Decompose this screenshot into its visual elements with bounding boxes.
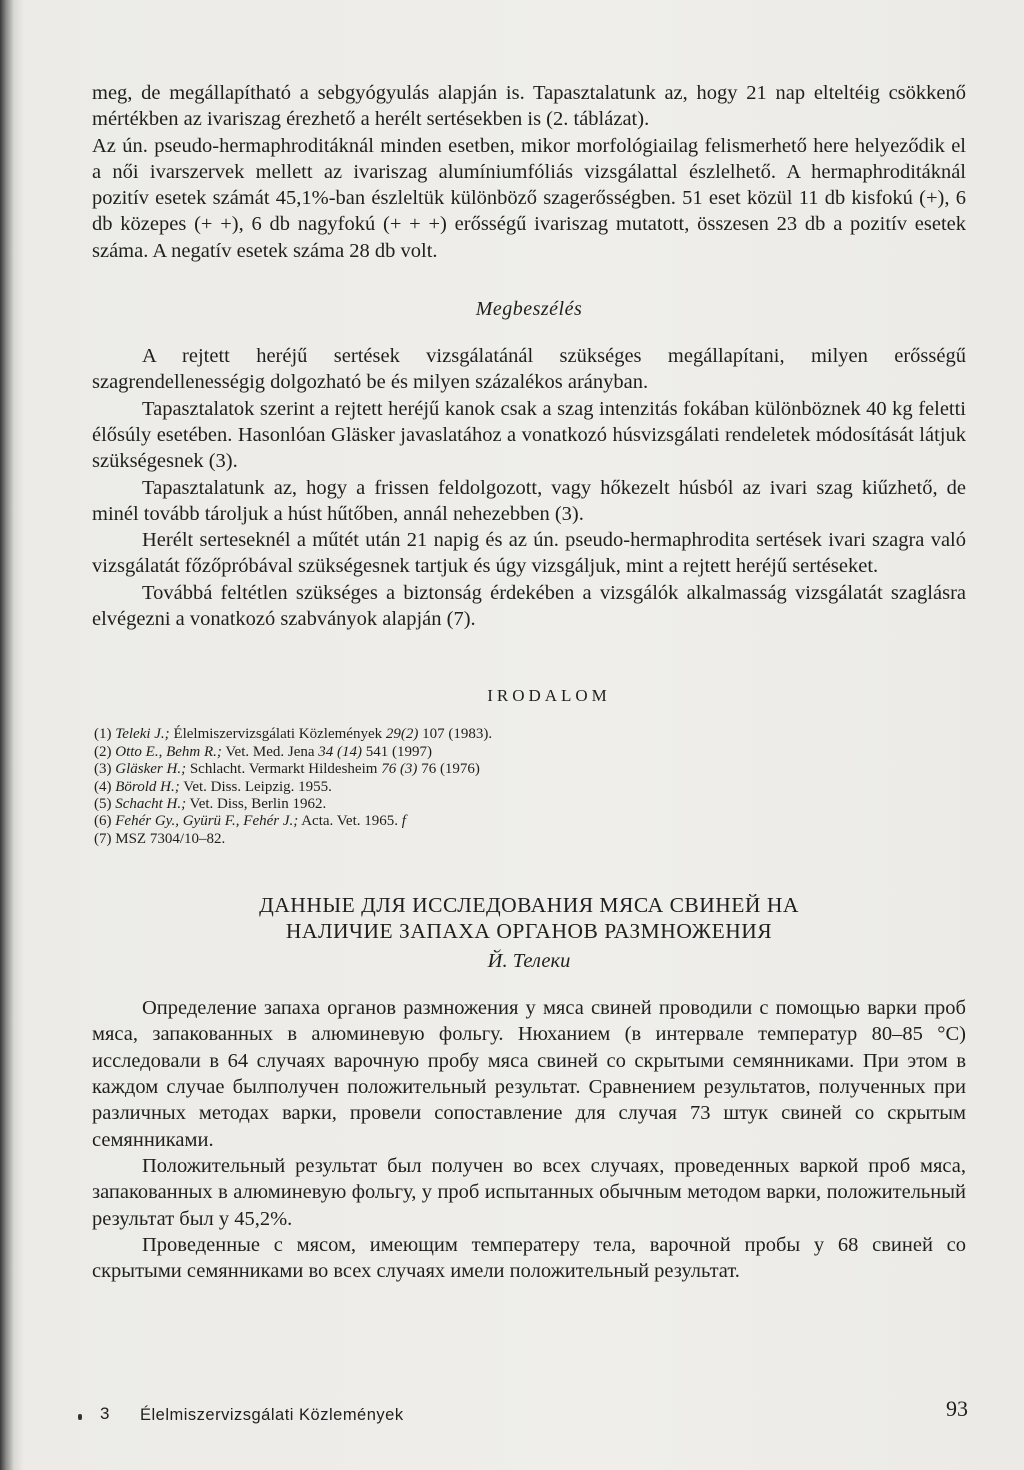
reference-volume: 34 (14) xyxy=(318,743,363,760)
reference-rest: 107 (1983). xyxy=(422,726,493,743)
russian-paragraph: Проведенные с мясом, имеющим температеру тела, варочной пробы у 68 свиней со скрытыми семянниками во всех случаях имели положительный результат. xyxy=(92,1233,966,1283)
russian-paragraph: Положительный результат был получен во всех случаях, проведенных варкой проб мяса, запакованных в алюминевую фольгу, у проб испытанных обычным методом варки, положительный результат был у 45,2%. xyxy=(92,1154,966,1230)
russian-paragraph: Определение запаха органов размножения у мяса свиней проводили с помощью варки проб мяса, запакованных в алюминевую фольгу. Нюханием (в интервале температур 80–85 °C) исследовали в 64 случаях варочную пробу мяса свиней со скрытыми семянниками. При этом в каждом случае былполучен положительный результат. Сравнением результатов, полученных при различных методах варки, провели сопоставление для случая 73 штук свиней со скрытым семянниками. xyxy=(92,997,966,1151)
reference-source: Vet. Diss, Berlin 1962. xyxy=(189,795,327,812)
margin-mark xyxy=(78,1414,82,1420)
reference-authors: Gläsker H.; xyxy=(115,761,187,778)
reference-authors: Fehér Gy., Gyürü F., Fehér J.; xyxy=(115,813,299,830)
russian-abstract-author: Й. Телеки xyxy=(487,950,571,973)
discussion-heading: Megbeszélés xyxy=(475,298,583,321)
reference-rest: 76 (1976) xyxy=(421,761,480,778)
reference-number: (6) xyxy=(94,813,112,830)
reference-authors: Börold H.; xyxy=(115,778,180,795)
reference-source: Schlacht. Vermarkt Hildesheim xyxy=(189,761,378,778)
reference-number: (5) xyxy=(94,795,112,812)
footer-journal-name: Élelmiszervizsgálati Közlemények xyxy=(140,1406,404,1424)
reference-authors: Schacht H.; xyxy=(115,795,187,812)
reference-number: (3) xyxy=(94,761,112,778)
reference-source: Acta. Vet. 1965. xyxy=(301,813,398,830)
russian-abstract-title xyxy=(92,892,966,944)
discussion-paragraph: A rejtett heréjű sertések vizsgálatánál szükséges megállapítani, milyen erősségű szagrendellenességig dolgozható be és milyen százalékos arányban. xyxy=(92,345,966,394)
reference-volume: 29(2) xyxy=(385,726,419,743)
page-content xyxy=(92,80,966,1284)
russian-title-line: НАЛИЧИЕ ЗАПАХА ОРГАНОВ РАЗМНОЖЕНИЯ xyxy=(285,919,773,944)
reference-item xyxy=(94,796,966,813)
reference-authors: Otto E., Behm R.; xyxy=(115,743,222,760)
russian-title-line: ДАННЫЕ ДЛЯ ИССЛЕДОВАНИЯ МЯСА СВИНЕЙ НА xyxy=(259,893,799,918)
reference-number: (2) xyxy=(94,743,112,760)
reference-source: Élelmiszervizsgálati Közlemények xyxy=(173,726,383,743)
reference-number: (1) xyxy=(94,726,112,743)
reference-item xyxy=(94,813,966,830)
reference-item xyxy=(94,779,966,796)
reference-rest: f xyxy=(401,813,406,830)
reference-volume: 76 (3) xyxy=(381,761,418,778)
discussion-paragraph: Továbbá feltétlen szükséges a biztonság érdekében a vizsgálók alkalmasság vizsgálatát szaglásra elvégezni a vonatkozó szabványok alapján (7). xyxy=(92,581,966,631)
reference-number: (4) xyxy=(94,778,112,795)
discussion-paragraph: Tapasztalatok szerint a rejtett heréjű kanok csak a szag intenzitás fokában különböznek 40 kg feletti élősúly esetében. Hasonlóan Gläsker javaslatához a vonatkozó húsvizsgálati rendeletek módosítását látjuk szükségesnek (3). xyxy=(92,397,966,473)
reference-item xyxy=(94,744,966,761)
references-list xyxy=(94,726,966,848)
reference-source: Vet. Diss. Leipzig. 1955. xyxy=(183,778,332,795)
intro-paragraph-2: Az ún. pseudo-hermaphroditáknál minden esetben, mikor morfológiailag felismerhető here helyeződik el a női ivarszervek mellett az ivariszag alumíniumfóliás vizsgálattal észlelhető. A hermaphroditáknál pozitív esetek számát 45,1%-ban észleltük különböző szagerősségben. 51 eset közül 11 db kisfokú (+), 6 db közepes (+ +), 6 db nagyfokú (+ + +) erősségű ivariszag mutatott, összesen 23 db a pozitív esetek száma. A negatív esetek száma 28 db volt. xyxy=(92,134,966,262)
reference-item xyxy=(94,831,966,848)
references-heading: IRODALOM xyxy=(487,686,611,706)
reference-rest: 541 (1997) xyxy=(365,743,433,760)
page-footer xyxy=(92,1396,968,1434)
footer-issue-number: 3 xyxy=(100,1404,110,1423)
discussion-paragraph: Herélt serteseknél a műtét után 21 napig és az ún. pseudo-hermaphrodita sertések ivari szagra való vizsgálatát főzőpróbával szükségesnek tartjuk és úgy vizsgáljuk, mint a rejtett heréjű sertéseket. xyxy=(92,529,966,578)
reference-source: MSZ 7304/10–82. xyxy=(115,830,226,847)
discussion-paragraph: Tapasztalatunk az, hogy a frissen feldolgozott, vagy hőkezelt húsból az ivari szag kiűzhető, de minél tovább tároljuk a húst hűtőben, annál nehezebben (3). xyxy=(92,476,966,525)
reference-number: (7) xyxy=(94,830,112,847)
reference-authors: Teleki J.; xyxy=(115,726,170,743)
reference-source: Vet. Med. Jena xyxy=(225,743,315,760)
intro-paragraph-1: meg, de megállapítható a sebgyógyulás alapján is. Tapasztalatunk az, hogy 21 nap elteltéig csökkenő mértékben az ivariszag érezhető a herélt sertésekben is (2. táblázat). xyxy=(92,82,966,131)
reference-item xyxy=(94,761,966,778)
reference-item xyxy=(94,726,966,743)
page-number: 93 xyxy=(946,1396,968,1421)
